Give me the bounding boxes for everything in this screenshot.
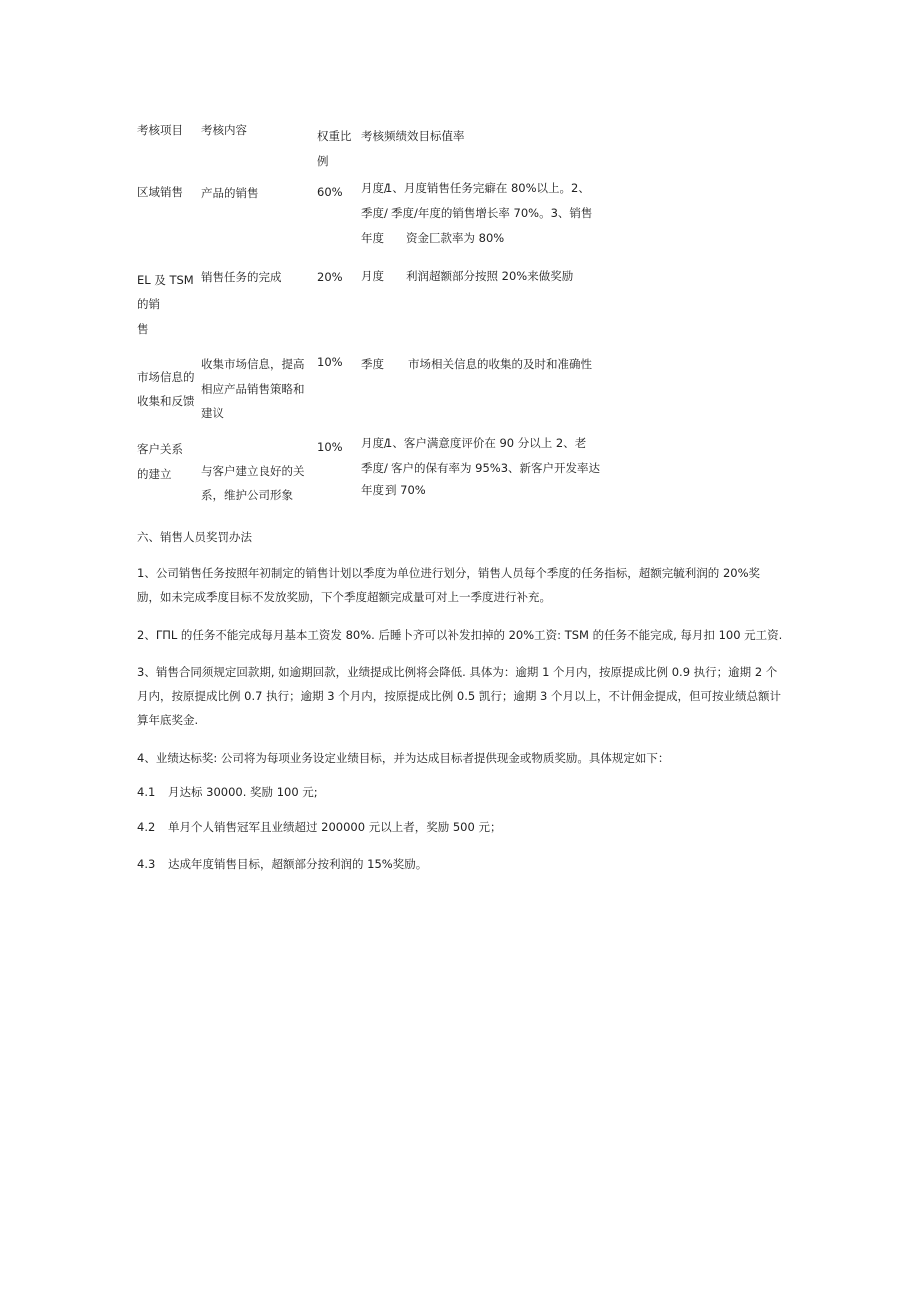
row-target: 客户的保有率为 95%3、新客户开发率达 <box>391 461 601 475</box>
row-freq: 季度/ <box>361 461 388 475</box>
header-item: 考核项目 <box>137 123 183 137</box>
row-content: 建议 <box>201 406 224 420</box>
header-freq-target: 考核频绩效目标值率 <box>361 129 465 143</box>
row-content: 系，维护公司形象 <box>201 488 293 502</box>
row-item: EL 及 TSM <box>137 273 194 287</box>
row-weight: 60% <box>317 185 343 199</box>
row-freq: 月度 <box>361 269 384 283</box>
row-freq: 年度 <box>361 231 384 245</box>
list-item-number: 4.3 <box>137 857 156 871</box>
paragraph-line: 算年底奖金. <box>137 713 199 727</box>
row-freq: 季度/ <box>361 206 388 220</box>
row-content: 相应产品销售策略和 <box>201 382 305 396</box>
row-item: 收集和反馈 <box>137 394 195 408</box>
row-content: 销售任务的完成 <box>201 270 282 284</box>
row-content: 收集市场信息，提高 <box>201 357 305 371</box>
row-target: 市场相关信息的收集的及时和准确性 <box>408 357 592 371</box>
paragraph-line: 1、公司销售任务按照年初制定的销售计划以季度为单位进行划分，销售人员每个季度的任务指标，超额完毓利润的 20%奖 <box>137 566 761 580</box>
row-weight: 10% <box>317 440 343 454</box>
list-item-number: 4.1 <box>137 785 156 799</box>
header-weight-line2: 例 <box>317 154 329 168</box>
row-freq: 年度 <box>361 483 384 497</box>
row-item: 客户关系 <box>137 442 183 456</box>
row-target: 1、月度销售任务完癖在 80%以上。2、 <box>385 181 590 195</box>
row-weight: 10% <box>317 355 343 369</box>
header-content: 考核内容 <box>201 123 247 137</box>
paragraph-line: 2、ΓΠL 的任务不能完成每月基本工资发 80%. 后睡卜齐可以补发扣掉的 20%工资: TSM 的任务不能完成, 每月扣 100 元工资. <box>137 628 783 642</box>
list-item-text: 月达标 30000. 奖励 100 元; <box>168 785 318 799</box>
row-item: 的建立 <box>137 467 172 481</box>
row-freq: 季度 <box>361 357 384 371</box>
row-target: 到 70% <box>385 483 426 497</box>
row-target: 季度/年度的销售增长率 70%。3、销售 <box>391 206 593 220</box>
row-target: 资金匚款率为 80% <box>406 231 505 245</box>
row-target: 利润超额部分按照 20%来做奖励 <box>406 269 574 283</box>
row-item: 市场信息的 <box>137 370 195 384</box>
row-content: 产品的销售 <box>201 186 259 200</box>
row-content: 与客户建立良好的关 <box>201 464 305 478</box>
list-item-number: 4.2 <box>137 820 156 834</box>
list-item-text: 单月个人销售冠军且业绩超过 200000 元以上者，奖励 500 元； <box>168 820 502 834</box>
list-item-text: 达成年度销售目标，超额部分按利润的 15%奖励。 <box>168 857 428 871</box>
paragraph-line: 4、业绩达标奖: 公司将为每项业务设定业绩目标，并为达成目标者提供现金或物质奖励。具体规定如下： <box>137 751 670 765</box>
row-item: 区域销售 <box>137 185 183 199</box>
row-freq: 月度/ <box>361 436 388 450</box>
paragraph-line: 月内，按原提成比例 0.7 执行；逾期 3 个月内，按原提成比例 0.5 凯行；逾期 3 个月以上，不计佣金提成，但可按业绩总额计 <box>137 689 781 703</box>
row-freq: 月度/ <box>361 181 388 195</box>
paragraph-line: 励，如未完成季度目标不发放奖励，下个季度超额完成量可对上一季度进行补充。 <box>137 590 551 604</box>
row-weight: 20% <box>317 270 343 284</box>
section-title: 六、销售人员奖罚办法 <box>137 530 252 544</box>
header-weight-line1: 权重比 <box>317 129 352 143</box>
row-item: 的销 <box>137 297 160 311</box>
paragraph-line: 3、销售合同须规定回款期, 如逾期回款，业绩提成比例将会降低. 具体为：逾期 1 个月内，按原提成比例 0.9 执行；逾期 2 个 <box>137 665 778 679</box>
row-target: 1、客户满意度评价在 90 分以上 2、老 <box>385 436 587 450</box>
row-item: 售 <box>137 322 149 336</box>
